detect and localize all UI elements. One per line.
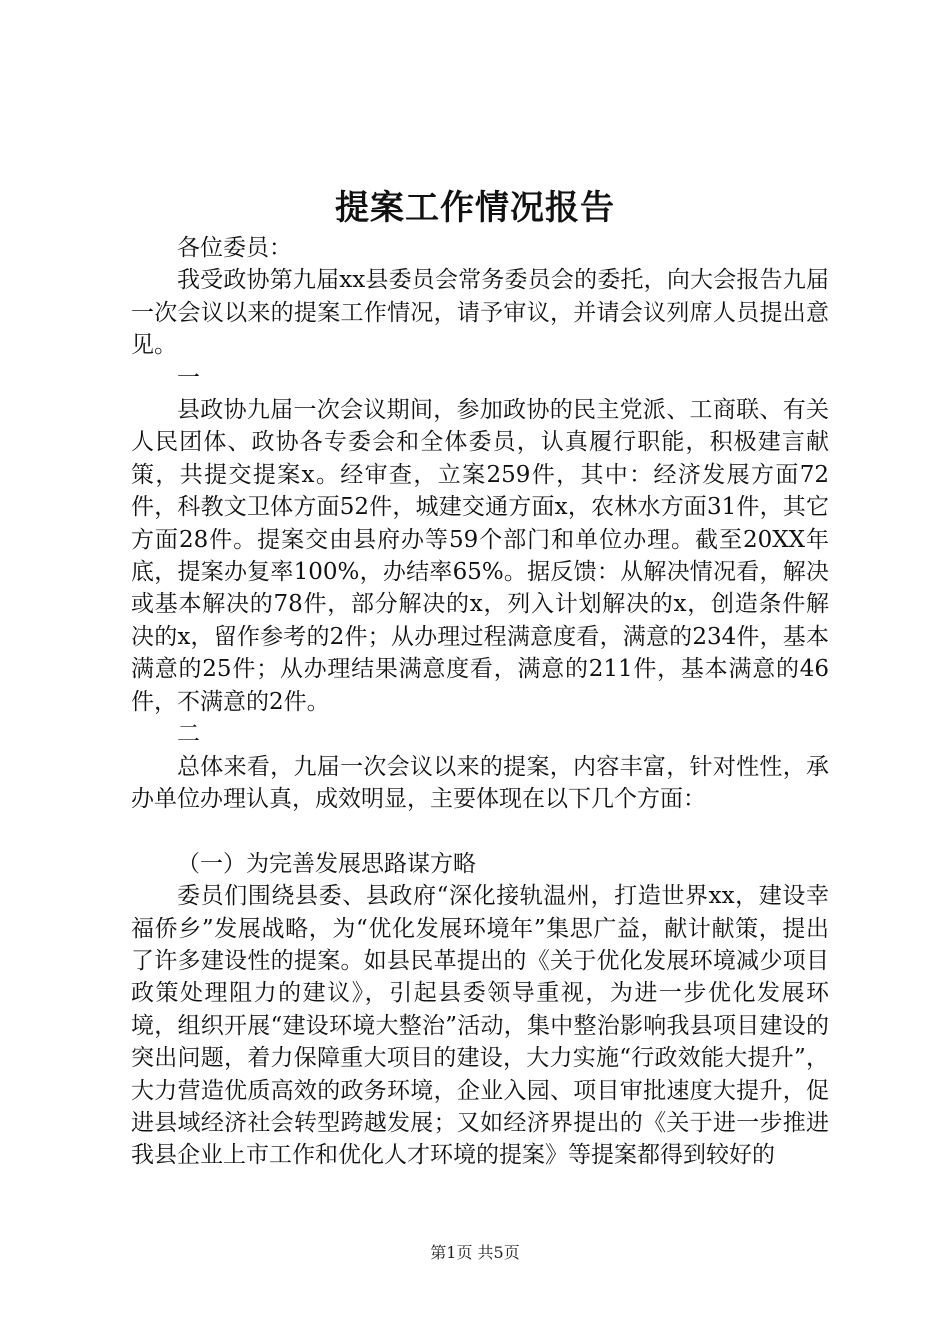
document-title: 提案工作情况报告 <box>335 188 615 228</box>
subsection-1-paragraph: 委员们围绕县委、县政府“深化接轨温州，打造世界xx，建设幸福侨乡”发展战略，为“优化发展环境年”集思广益，献计献策，提出了许多建设性的提案。如县民革提出的《关于优化发展环境减少项目政策处理阻力的建议》，引起县委领导重视，为进一步优化发展环境，组织开展“建设环境大整治”活动，集中整治影响我县项目建设的突出问题，着力保障重大项目的建设，大力实施“行政效能大提升”，大力营造优质高效的政务环境，企业入园、项目审批速度大提升，促进县域经济社会转型跨越发展；又如经济界提出的《关于进一步推进我县企业上市工作和优化人才环境的提案》等提案都得到较好的 <box>131 883 829 1169</box>
intro-paragraph: 我受政协第九届xx县委员会常务委员会的委托，向大会报告九届一次会议以来的提案工作情况，请予审议，并请会议列席人员提出意见。 <box>131 267 829 359</box>
section-heading-2: 二 <box>177 721 200 748</box>
document-body <box>131 232 829 1172</box>
blank-line <box>131 815 829 847</box>
section-1-paragraph: 县政协九届一次会议期间，参加政协的民主党派、工商联、有关人民团体、政协各专委会和全体委员，认真履行职能，积极建言献策，共提交提案x。经审查，立案259件，其中：经济发展方面72件，科教文卫体方面52件，城建交通方面x，农林水方面31件，其它方面28件。提案交由县府办等59个部门和单位办理。截至20XX年底，提案办复率100%，办结率65%。据反馈：从解决情况看，解决或基本解决的78件，部分解决的x，列入计划解决的x，创造条件解决的x，留作参考的2件；从办理过程满意度看，满意的234件，基本满意的25件；从办理结果满意度看，满意的211件，基本满意的46件，不满意的2件。 <box>131 397 829 715</box>
subsection-heading-1: （一）为完善发展思路谋方略 <box>177 850 476 877</box>
section-2-paragraph: 总体来看，九届一次会议以来的提案，内容丰富，针对性性，承办单位办理认真，成效明显，主要体现在以下几个方面： <box>131 753 829 812</box>
section-heading-1: 一 <box>177 364 200 391</box>
page-footer: 第1页 共5页 <box>430 1243 520 1262</box>
salutation: 各位委员： <box>177 235 292 261</box>
